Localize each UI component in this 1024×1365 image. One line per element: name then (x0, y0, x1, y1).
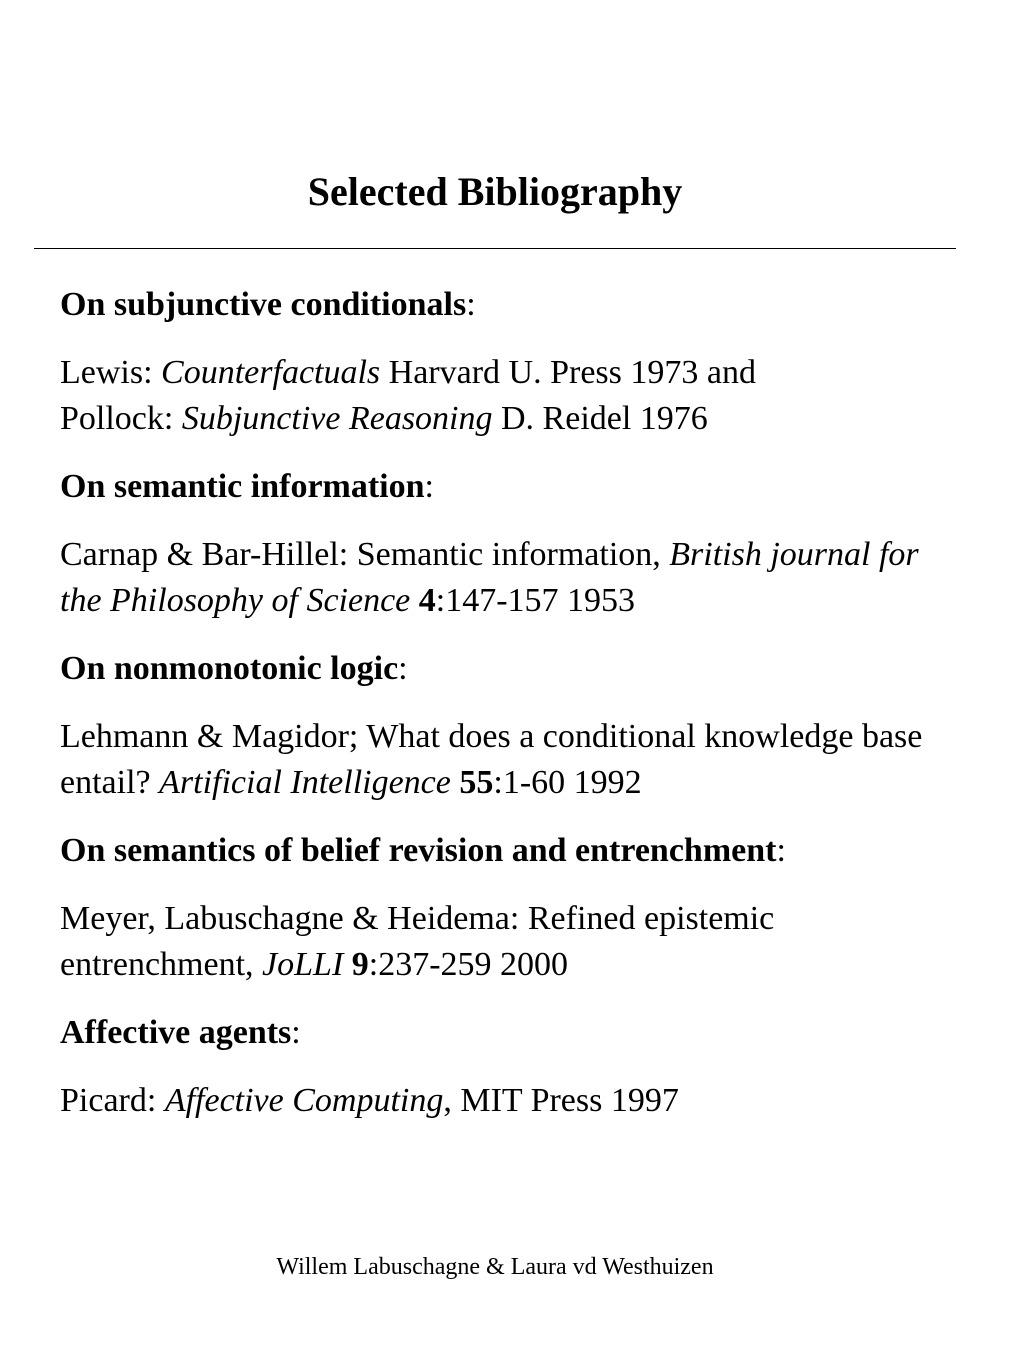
bibliography-content (60, 282, 960, 1146)
bib-title: Subjunctive Reasoning (181, 400, 493, 437)
heading-colon: : (776, 832, 786, 869)
heading-colon: : (291, 1014, 301, 1051)
section-heading-subjunctive-conditionals (60, 282, 960, 328)
heading-colon: : (424, 468, 434, 505)
bib-entry-carnap (60, 532, 960, 624)
bib-journal: Artificial Intelligence (159, 764, 451, 801)
bib-volume: 9 (351, 946, 369, 983)
bib-details: , MIT Press 1997 (443, 1082, 679, 1119)
bib-title: Affective Computing (164, 1082, 444, 1119)
section-heading-text: On semantics of belief revision and entrenchment (60, 832, 777, 869)
bib-author: Pollock: (60, 400, 182, 437)
bib-entry-lewis-pollock (60, 350, 960, 442)
title-divider (34, 248, 956, 249)
bib-title: Counterfactuals (161, 354, 381, 391)
section-heading-affective-agents (60, 1010, 960, 1056)
section-heading-text: On semantic information (60, 468, 425, 505)
page-title: Selected Bibliography (307, 169, 683, 214)
bib-entry-meyer (60, 896, 960, 988)
bib-author: Picard: (60, 1082, 165, 1119)
section-heading-text: On nonmonotonic logic (60, 650, 399, 687)
heading-colon: : (398, 650, 408, 687)
bib-volume: 4 (418, 582, 436, 619)
bib-line-lewis (60, 350, 960, 396)
bib-volume: 55 (459, 764, 494, 801)
section-heading-text: On subjunctive conditionals (60, 286, 467, 323)
bib-journal: British journal for the Philosophy of Science (60, 536, 919, 619)
bib-pages-year: :237-259 2000 (368, 946, 569, 983)
bib-details: Harvard U. Press 1973 and (380, 354, 756, 391)
bib-author: Meyer, Labuschagne & Heidema: Refined epistemic entrenchment, (60, 900, 775, 983)
bib-details: D. Reidel 1976 (492, 400, 708, 437)
bib-pages-year: :1-60 1992 (493, 764, 642, 801)
bib-author: Carnap & Bar-Hillel: Semantic information, (60, 536, 670, 573)
bib-space (343, 946, 352, 983)
bib-entry-lehmann-magidor (60, 714, 960, 806)
bib-space (410, 582, 419, 619)
bib-entry-picard (60, 1078, 960, 1124)
heading-colon: : (466, 286, 476, 323)
section-heading-belief-revision (60, 828, 960, 874)
bib-author: Lehmann & Magidor; What does a conditional knowledge base entail? (60, 718, 923, 801)
bib-line-pollock (60, 396, 960, 442)
bib-pages-year: :147-157 1953 (435, 582, 636, 619)
section-heading-semantic-information (60, 464, 960, 510)
slide-footer: Willem Labuschagne & Laura vd Westhuizen (276, 1254, 714, 1280)
bib-journal: JoLLI (262, 946, 344, 983)
section-heading-nonmonotonic-logic (60, 646, 960, 692)
bib-author: Lewis: (60, 354, 162, 391)
section-heading-text: Affective agents (60, 1014, 292, 1051)
